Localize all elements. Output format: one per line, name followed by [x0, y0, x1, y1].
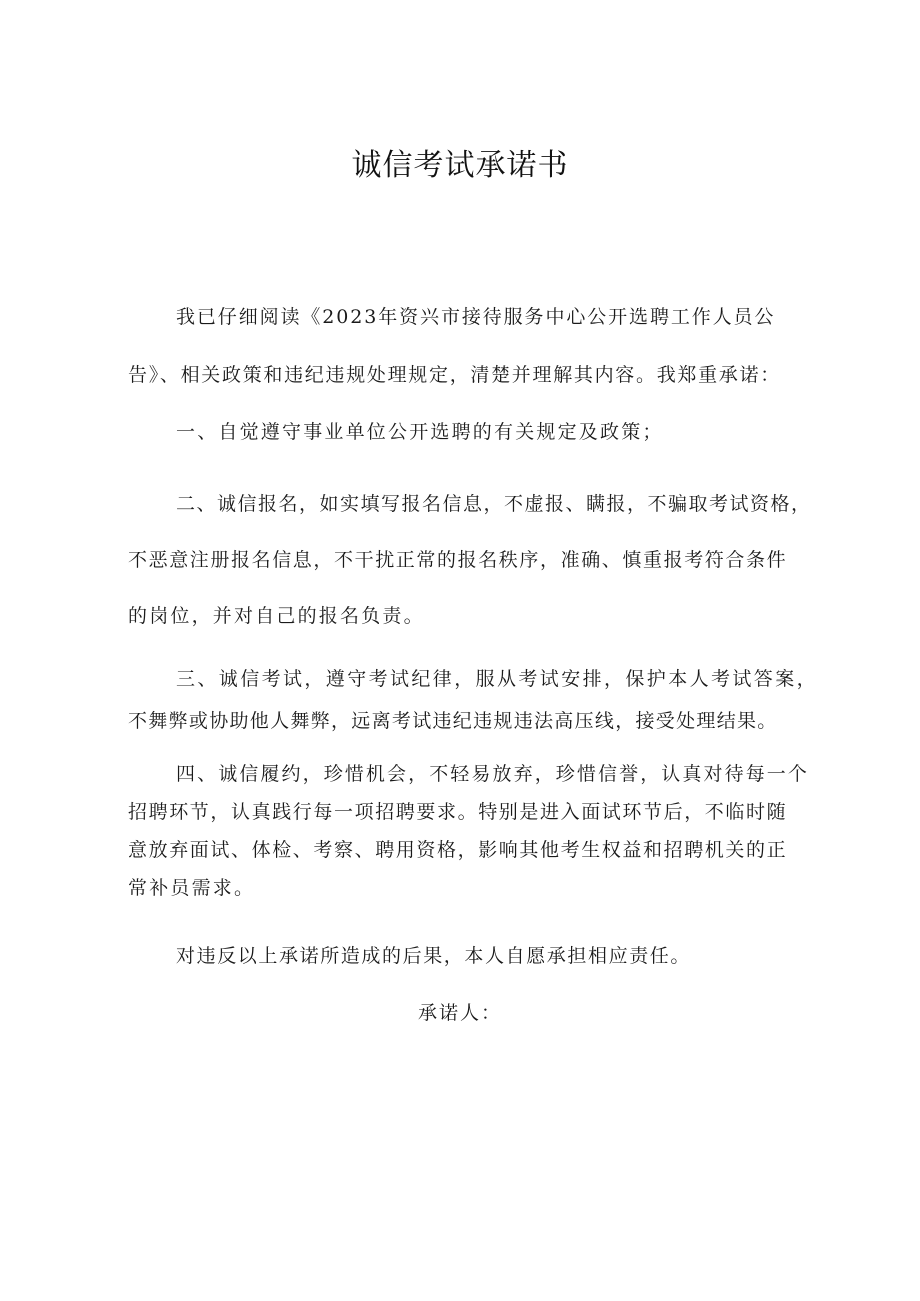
item-3-line-2: 不舞弊或协助他人舞弊，远离考试违纪违规违法高压线，接受处理结果。: [128, 710, 778, 732]
commitment-item-2: [128, 476, 828, 644]
item-4-line-4: 常补员需求。: [128, 877, 256, 899]
closing-line-1: 对违反以上承诺所造成的后果，本人自愿承担相应责任。: [176, 945, 692, 967]
signer-label: 承诺人：: [417, 1002, 502, 1024]
item-2-line-2: 不恶意注册报名信息，不干扰正常的报名秩序，准确、慎重报考符合条件: [128, 549, 788, 571]
commitment-item-4: [128, 755, 828, 907]
item-4-line-2: 招聘环节，认真践行每一项招聘要求。特别是进入面试环节后，不临时随: [128, 801, 788, 823]
item-2-line-3: 的岗位，并对自己的报名负责。: [128, 605, 425, 627]
closing-paragraph: [128, 936, 828, 976]
intro-line-1: 我已仔细阅读《2023年资兴市接待服务中心公开选聘工作人员公: [176, 306, 776, 328]
item-4-line-3: 意放弃面试、体检、考察、聘用资格，影响其他考生权益和招聘机关的正: [128, 839, 788, 861]
item-3-line-1: 三、诚信考试，遵守考试纪律，服从考试安排，保护本人考试答案，: [176, 668, 819, 690]
item-2-line-1: 二、诚信报名，如实填写报名信息，不虚报、瞒报，不骗取考试资格，: [176, 493, 812, 515]
commitment-item-3: [128, 658, 828, 742]
item-1-line-1: 一、自觉遵守事业单位公开选聘的有关规定及政策；: [176, 421, 664, 443]
intro-paragraph: [128, 288, 828, 404]
document-title: 诚信考试承诺书: [351, 148, 569, 183]
commitment-item-1: [128, 412, 828, 452]
item-4-line-1: 四、诚信履约，珍惜机会，不轻易放弃，珍惜信誉，认真对待每一个: [176, 763, 810, 785]
intro-line-2: 告》、相关政策和违纪违规处理规定，清楚并理解其内容。我郑重承诺：: [128, 364, 781, 386]
